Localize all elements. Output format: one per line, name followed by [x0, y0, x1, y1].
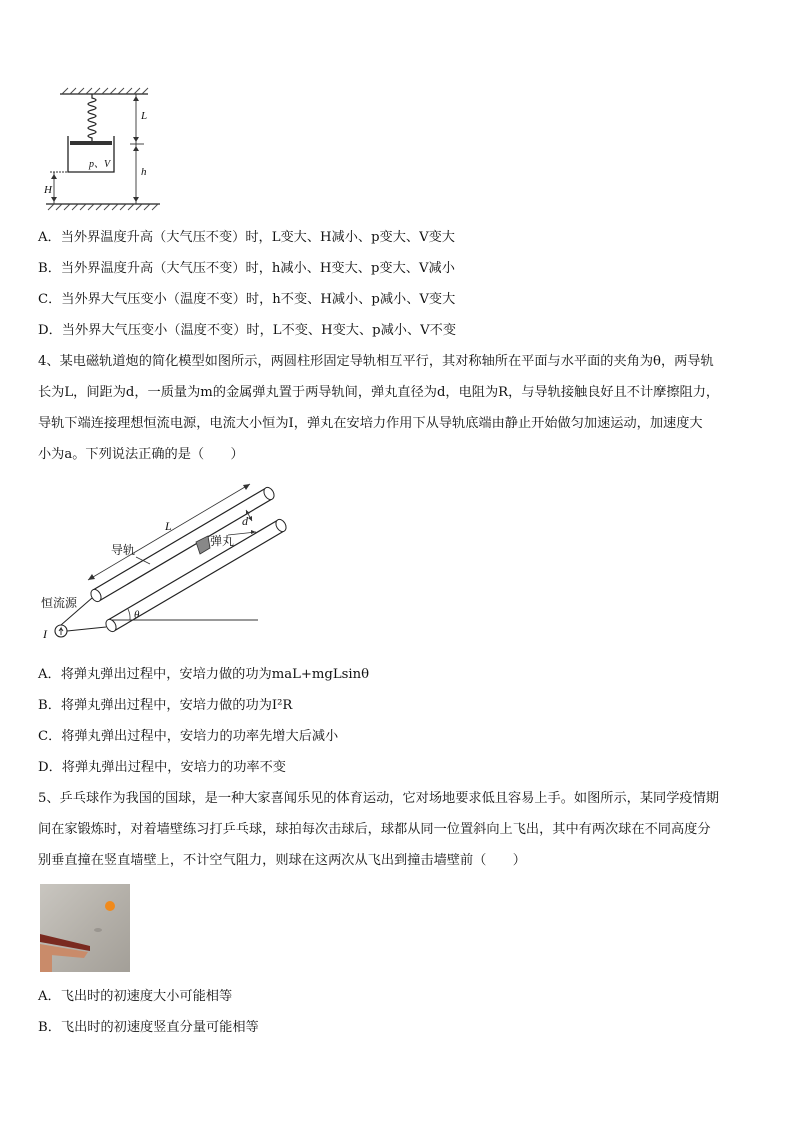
label-pV: p、V — [89, 159, 111, 170]
q4-option-c: C．将弹丸弹出过程中，安培力的功率先增大后减小 — [38, 729, 339, 744]
q4-option-b: B．将弹丸弹出过程中，安培力做的功为I²R — [38, 698, 293, 713]
label-h: h — [141, 166, 147, 178]
rail-label-source: 恒流源 — [41, 596, 78, 610]
q4-stem-line-2: 长为L，间距为d，一质量为m的金属弹丸置于两导轨间，弹丸直径为d，电阻为R，与导轨接触良好且不计摩擦阻力， — [38, 385, 720, 400]
q3-option-b: B．当外界温度升高（大气压不变）时，h减小、H变大、p变大、V减小 — [38, 261, 455, 276]
rail-label-rail: 导轨 — [111, 543, 136, 557]
q5-option-a: A．飞出时的初速度大小可能相等 — [38, 989, 233, 1004]
q4-stem-line-1: 4、某电磁轨道炮的简化模型如图所示，两圆柱形固定导轨相互平行，其对称轴所在平面与水平面的夹角为θ，两导轨 — [38, 354, 714, 369]
rail-label-theta: θ — [134, 609, 140, 621]
railgun-figure — [38, 480, 288, 650]
q3-option-d: D．当外界大气压变小（温度不变）时，L不变、H变大、p减小、V不变 — [38, 323, 457, 338]
q5-stem-line-1: 5、乒乓球作为我国的国球，是一种大家喜闻乐见的体育运动，它对场地要求低且容易上手。如图所示，某同学疫情期 — [38, 791, 719, 806]
ping-pong-photo — [40, 884, 130, 972]
q5-stem-line-2: 间在家锻炼时，对着墙壁练习打乒乓球，球拍每次击球后，球都从同一位置斜向上飞出，其中有两次球在不同高度分 — [38, 822, 711, 837]
rail-label-L: L — [165, 519, 172, 533]
q4-stem-line-3: 导轨下端连接理想恒流电源，电流大小恒为I，弹丸在安培力作用下从导轨底端由静止开始做匀加速运动，加速度大 — [38, 416, 703, 431]
rail-label-d: d — [242, 514, 248, 528]
q5-stem-line-3: 别垂直撞在竖直墙壁上，不计空气阻力，则球在这两次从飞出到撞击墙壁前（ ） — [38, 853, 526, 868]
q4-stem-line-4: 小为a。下列说法正确的是（ ） — [38, 447, 244, 462]
q3-option-c: C．当外界大气压变小（温度不变）时，h不变、H减小、p减小、V变大 — [38, 292, 456, 307]
q5-option-b: B．飞出时的初速度竖直分量可能相等 — [38, 1020, 259, 1035]
spring-cylinder-figure — [40, 84, 170, 216]
rail-label-I: I — [43, 627, 47, 641]
label-L: L — [141, 110, 148, 122]
q4-option-a: A．将弹丸弹出过程中，安培力做的功为maL+mgLsinθ — [38, 667, 370, 682]
label-H: H — [44, 184, 52, 196]
q4-option-d: D．将弹丸弹出过程中，安培力的功率不变 — [38, 760, 286, 775]
rail-label-bullet: 弹丸 — [210, 534, 235, 548]
q3-option-a: A．当外界温度升高（大气压不变）时，L变大、H减小、p变大、V变大 — [38, 230, 455, 245]
